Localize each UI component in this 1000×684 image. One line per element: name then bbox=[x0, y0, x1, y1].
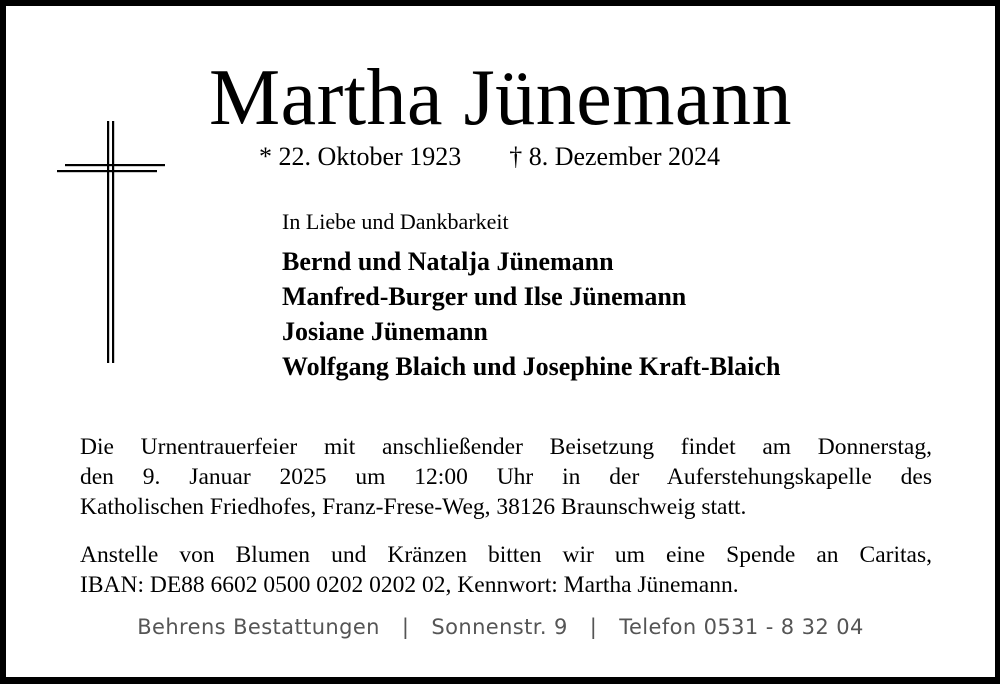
donation-paragraph bbox=[80, 540, 932, 600]
footer-separator: | bbox=[401, 615, 410, 639]
mourners-list bbox=[282, 244, 780, 384]
latin-cross-icon bbox=[57, 121, 165, 363]
mourner-line: Wolfgang Blaich und Josephine Kraft-Blaich bbox=[282, 352, 781, 381]
funeral-home-address: Sonnenstr. 9 bbox=[431, 615, 568, 639]
ceremony-line: den 9. Januar 2025 um 12:00 Uhr in der Auferstehungskapelle des bbox=[80, 464, 932, 490]
death-date: † 8. Dezember 2024 bbox=[509, 142, 721, 171]
mourner-line: Josiane Jünemann bbox=[282, 317, 488, 346]
footer-separator: | bbox=[589, 615, 598, 639]
mourner-line: Manfred-Burger und Ilse Jünemann bbox=[282, 282, 687, 311]
ceremony-line: Die Urnentrauerfeier mit anschließender Beisetzung findet am Donnerstag, bbox=[80, 434, 932, 460]
dedication-line: In Liebe und Dankbarkeit bbox=[282, 209, 509, 234]
deceased-name: Martha Jünemann bbox=[209, 54, 792, 142]
ceremony-line: Katholischen Friedhofes, Franz-Frese-Weg, 38126 Braunschweig statt. bbox=[80, 494, 747, 520]
life-dates bbox=[259, 142, 720, 172]
ceremony-paragraph bbox=[80, 432, 932, 522]
mourner-line: Bernd und Natalja Jünemann bbox=[282, 247, 614, 276]
donation-line: Anstelle von Blumen und Kränzen bitten wir um eine Spende an Caritas, bbox=[80, 542, 932, 568]
funeral-home-phone: Telefon 0531 - 8 32 04 bbox=[619, 615, 864, 639]
funeral-home-footer bbox=[6, 612, 995, 642]
funeral-home-name: Behrens Bestattungen bbox=[137, 615, 380, 639]
birth-date: * 22. Oktober 1923 bbox=[259, 142, 462, 171]
donation-line: IBAN: DE88 6602 0500 0202 0202 02, Kennwort: Martha Jünemann. bbox=[80, 572, 739, 598]
